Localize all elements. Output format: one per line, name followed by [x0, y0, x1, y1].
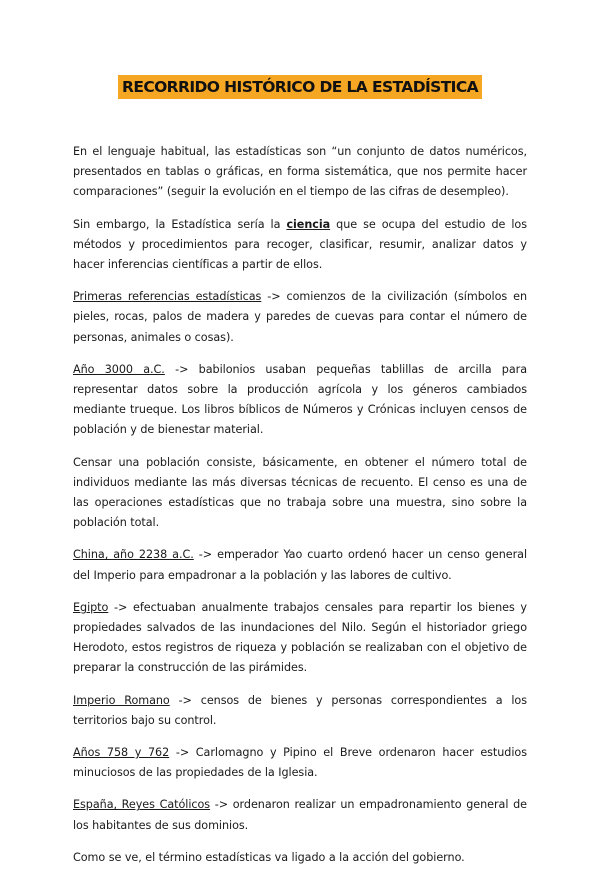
paragraph-text: -> babilonios usaban pequeñas tablillas de arcilla para representar datos sobre la producción agrícola y los géneros cambiados mediante trueque. Los libros bíblicos de Números y Crónicas incluyen censos de población y de bienestar material.: [73, 362, 527, 437]
paragraph-lead: Imperio Romano: [73, 693, 170, 707]
paragraph-text: -> Carlomagno y Pipino el Breve ordenaron hacer estudios minuciosos de las propiedades de la Iglesia.: [73, 746, 527, 780]
paragraph-lead: Egipto: [73, 600, 109, 614]
paragraph-lead: España, Reyes Católicos: [73, 798, 211, 812]
paragraph-definition: [73, 142, 527, 203]
paragraph-text: -> efectuaban anualmente trabajos censales para repartir los bienes y propiedades salvados de las inundaciones del Nilo. Según el historiador griego Herodoto, estos registros de riqueza y población se realizaban con el objetivo de preparar la construcción de las pirámides.: [73, 600, 527, 675]
paragraph-egipto: [73, 598, 527, 679]
title-container: [0, 75, 600, 99]
keyword-ciencia: ciencia: [286, 217, 331, 231]
paragraph-text: En el lenguaje habitual, las estadísticas son “un conjunto de datos numéricos, presentados en tablas o gráficas, en forma sistemática, que nos permite hacer comparaciones” (seguir la evolución en el tiempo de las cifras de desempleo).: [73, 145, 527, 199]
paragraph-imperio-romano: [73, 691, 527, 731]
paragraph-text: -> emperador Yao cuarto ordenó hacer un censo general del Imperio para empadronar a la población y las labores de cultivo.: [73, 548, 527, 582]
paragraph-espana: [73, 795, 527, 835]
paragraph-conclusion: [73, 848, 527, 868]
paragraph-primeras-referencias: [73, 287, 527, 348]
document-body: [73, 142, 527, 880]
paragraph-science: [73, 215, 527, 276]
paragraph-text: -> comienzos de la civilización (símbolos en pieles, rocas, palos de madera y paredes de cuevas para contar el número de personas, animales o cosas).: [73, 290, 527, 344]
paragraph-lead: Primeras referencias estadísticas: [73, 290, 262, 304]
paragraph-text-post: que se ocupa del estudio de los métodos y procedimientos para recoger, clasificar, resumir, analizar datos y hacer inferencias científicas a partir de ellos.: [73, 217, 527, 272]
paragraph-censar: [73, 453, 527, 534]
paragraph-china: [73, 545, 527, 585]
paragraph-text: -> censos de bienes y personas correspondientes a los territorios bajo su control.: [73, 693, 527, 727]
paragraph-anos-758: [73, 743, 527, 783]
paragraph-lead: China, año 2238 a.C.: [73, 548, 194, 562]
paragraph-lead: Años 758 y 762: [73, 746, 170, 760]
paragraph-text: Censar una población consiste, básicamente, en obtener el número total de individuos mediante las más diversas técnicas de recuento. El censo es una de las operaciones estadísticas que no trabaja sobre una muestra, sino sobre la población total.: [73, 455, 527, 530]
paragraph-text: -> ordenaron realizar un empadronamiento general de los habitantes de sus dominios.: [73, 798, 527, 832]
paragraph-text-pre: Sin embargo, la Estadística sería la: [73, 217, 287, 231]
document-title: RECORRIDO HISTÓRICO DE LA ESTADÍSTICA: [118, 75, 482, 99]
paragraph-lead: Año 3000 a.C.: [73, 362, 165, 376]
paragraph-ano-3000: [73, 360, 527, 441]
paragraph-text: Como se ve, el término estadísticas va ligado a la acción del gobierno.: [73, 850, 465, 864]
